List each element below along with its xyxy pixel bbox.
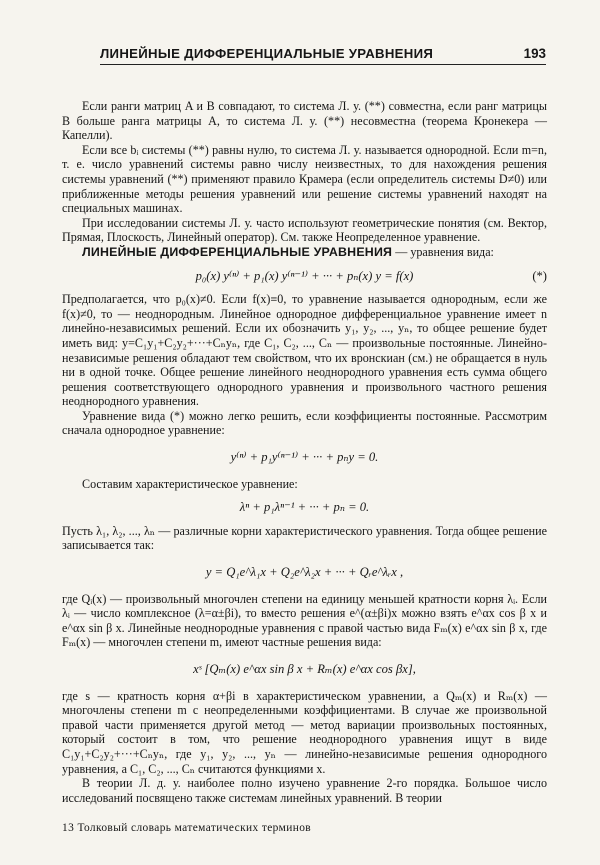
running-header — [100, 46, 546, 65]
formula-characteristic — [62, 500, 547, 515]
formula-tag: (*) — [532, 268, 547, 283]
paragraph: где Qᵢ(x) — произвольный многочлен степени на единицу меньшей кратности корня λᵢ. Если λᵢ — число комплексное (λ=α±βi), то вместо решения e^(α±βi)x можно взять e^αx cos β x и e^αx sin β x. Линейные неоднородные уравнения с правой частью вида Fₘ(x) e^αx sin β x, где Fₘ(x) — многочлен степени m, имеют частные решения вида: — [62, 591, 547, 650]
signature-footer: 13 Толковый словарь математических терминов — [62, 822, 312, 834]
running-title: ЛИНЕЙНЫЕ ДИФФЕРЕНЦИАЛЬНЫЕ УРАВНЕНИЯ — [100, 46, 434, 61]
page-number: 193 — [523, 46, 546, 61]
formula-general — [62, 269, 547, 284]
paragraph: Предполагается, что p₀(x)≠0. Если f(x)≡0, то уравнение называется однородным, если же f(x)≠0, то — неоднородным. Линейное однородное дифференциальное уравнение имеет n линейно-независимых решений. Если их обозначить y₁, y₂, ..., yₙ, то общее решение будет иметь вид: y=C₁y₁+C₂y₂+···+Cₙyₙ, где C₁, C₂, ..., Cₙ — произвольные постоянные. Линейно-независимые решения обладают тем свойством, что их вронскиан (см.) не обращается в нуль ни в одной точке. Общее решение линейного неоднородного уравнения есть сумма общего решения соответствующего однородного уравнения и произвольного частного решения неоднородного уравнения. — [62, 292, 547, 409]
formula-homogeneous — [62, 450, 547, 465]
paragraph: Если ранги матриц A и B совпадают, то система Л. у. (**) совместна, если ранг матрицы B больше ранга матрицы A, то система Л. у. (**) несовместна (теорема Кронекера — Капелли). — [62, 99, 547, 143]
entry-headword: ЛИНЕЙНЫЕ ДИФФЕРЕНЦИАЛЬНЫЕ УРАВНЕНИЯ — [82, 244, 393, 259]
entry-paragraph — [62, 245, 547, 260]
paragraph: В теории Л. д. у. наиболее полно изучено уравнение 2-го порядка. Большое число исследований посвящено также системам линейных уравнений. В теории — [62, 776, 547, 805]
formula-text: xˢ [Qₘ(x) e^αx sin β x + Rₘ(x) e^αx cos βx], — [193, 662, 416, 676]
formula-text: p₀(x) y⁽ⁿ⁾ + p₁(x) y⁽ⁿ⁻¹⁾ + ··· + pₙ(x) y = f(x) — [195, 268, 414, 283]
formula-particular-solution — [62, 662, 547, 677]
paragraph: Уравнение вида (*) можно легко решить, если коэффициенты постоянные. Рассмотрим сначала однородное уравнение: — [62, 408, 547, 438]
paragraph: Составим характеристическое уравнение: — [82, 476, 298, 491]
paragraph: При исследовании системы Л. у. часто используют геометрические понятия (см. Вектор, Прямая, Плоскость, Линейный оператор). См. также Неопределенное уравнение. — [62, 215, 547, 245]
formula-text: y⁽ⁿ⁾ + p₁y⁽ⁿ⁻¹⁾ + ··· + pₙy = 0. — [230, 450, 379, 465]
formula-text: λⁿ + p₁λⁿ⁻¹ + ··· + pₙ = 0. — [239, 500, 370, 515]
paragraph: Пусть λ₁, λ₂, ..., λₙ — различные корни характеристического уравнения. Тогда общее решение записывается так: — [62, 523, 547, 553]
paragraph: где s — кратность корня α+βi в характеристическом уравнении, а Qₘ(x) и Rₘ(x) — многочлены степени m с неопределенными коэффициентами. В случае же произвольной правой части применяется другой метод — метод вариации произвольных постоянных, который состоит в том, что решение неоднородного уравнения ищут в виде C₁y₁+C₂y₂+···+Cₙyₙ, где y₁, y₂, ..., yₙ — линейно-независимые решения однородного уравнения, а C₁, C₂, ..., Cₙ считаются функциями x. — [62, 688, 547, 776]
paragraph: Если все bᵢ системы (**) равны нулю, то система Л. у. называется однородной. Если m=n, т. е. число уравнений системы равно числу неизвестных, то для нахождения решения системы уравнений (**) применяют правило Крамера (если определитель системы D≠0) или приближенные методы решения уравнений или решение системы уравнений находят на специальных машинах. — [62, 142, 547, 216]
formula-general-solution — [62, 565, 547, 580]
entry-definition: — уравнения вида: — [392, 244, 494, 259]
article-body — [62, 99, 547, 805]
formula-text: y = Q₁e^λ₁x + Q₂e^λ₂x + ··· + Qᵣe^λᵣx , — [205, 565, 404, 580]
